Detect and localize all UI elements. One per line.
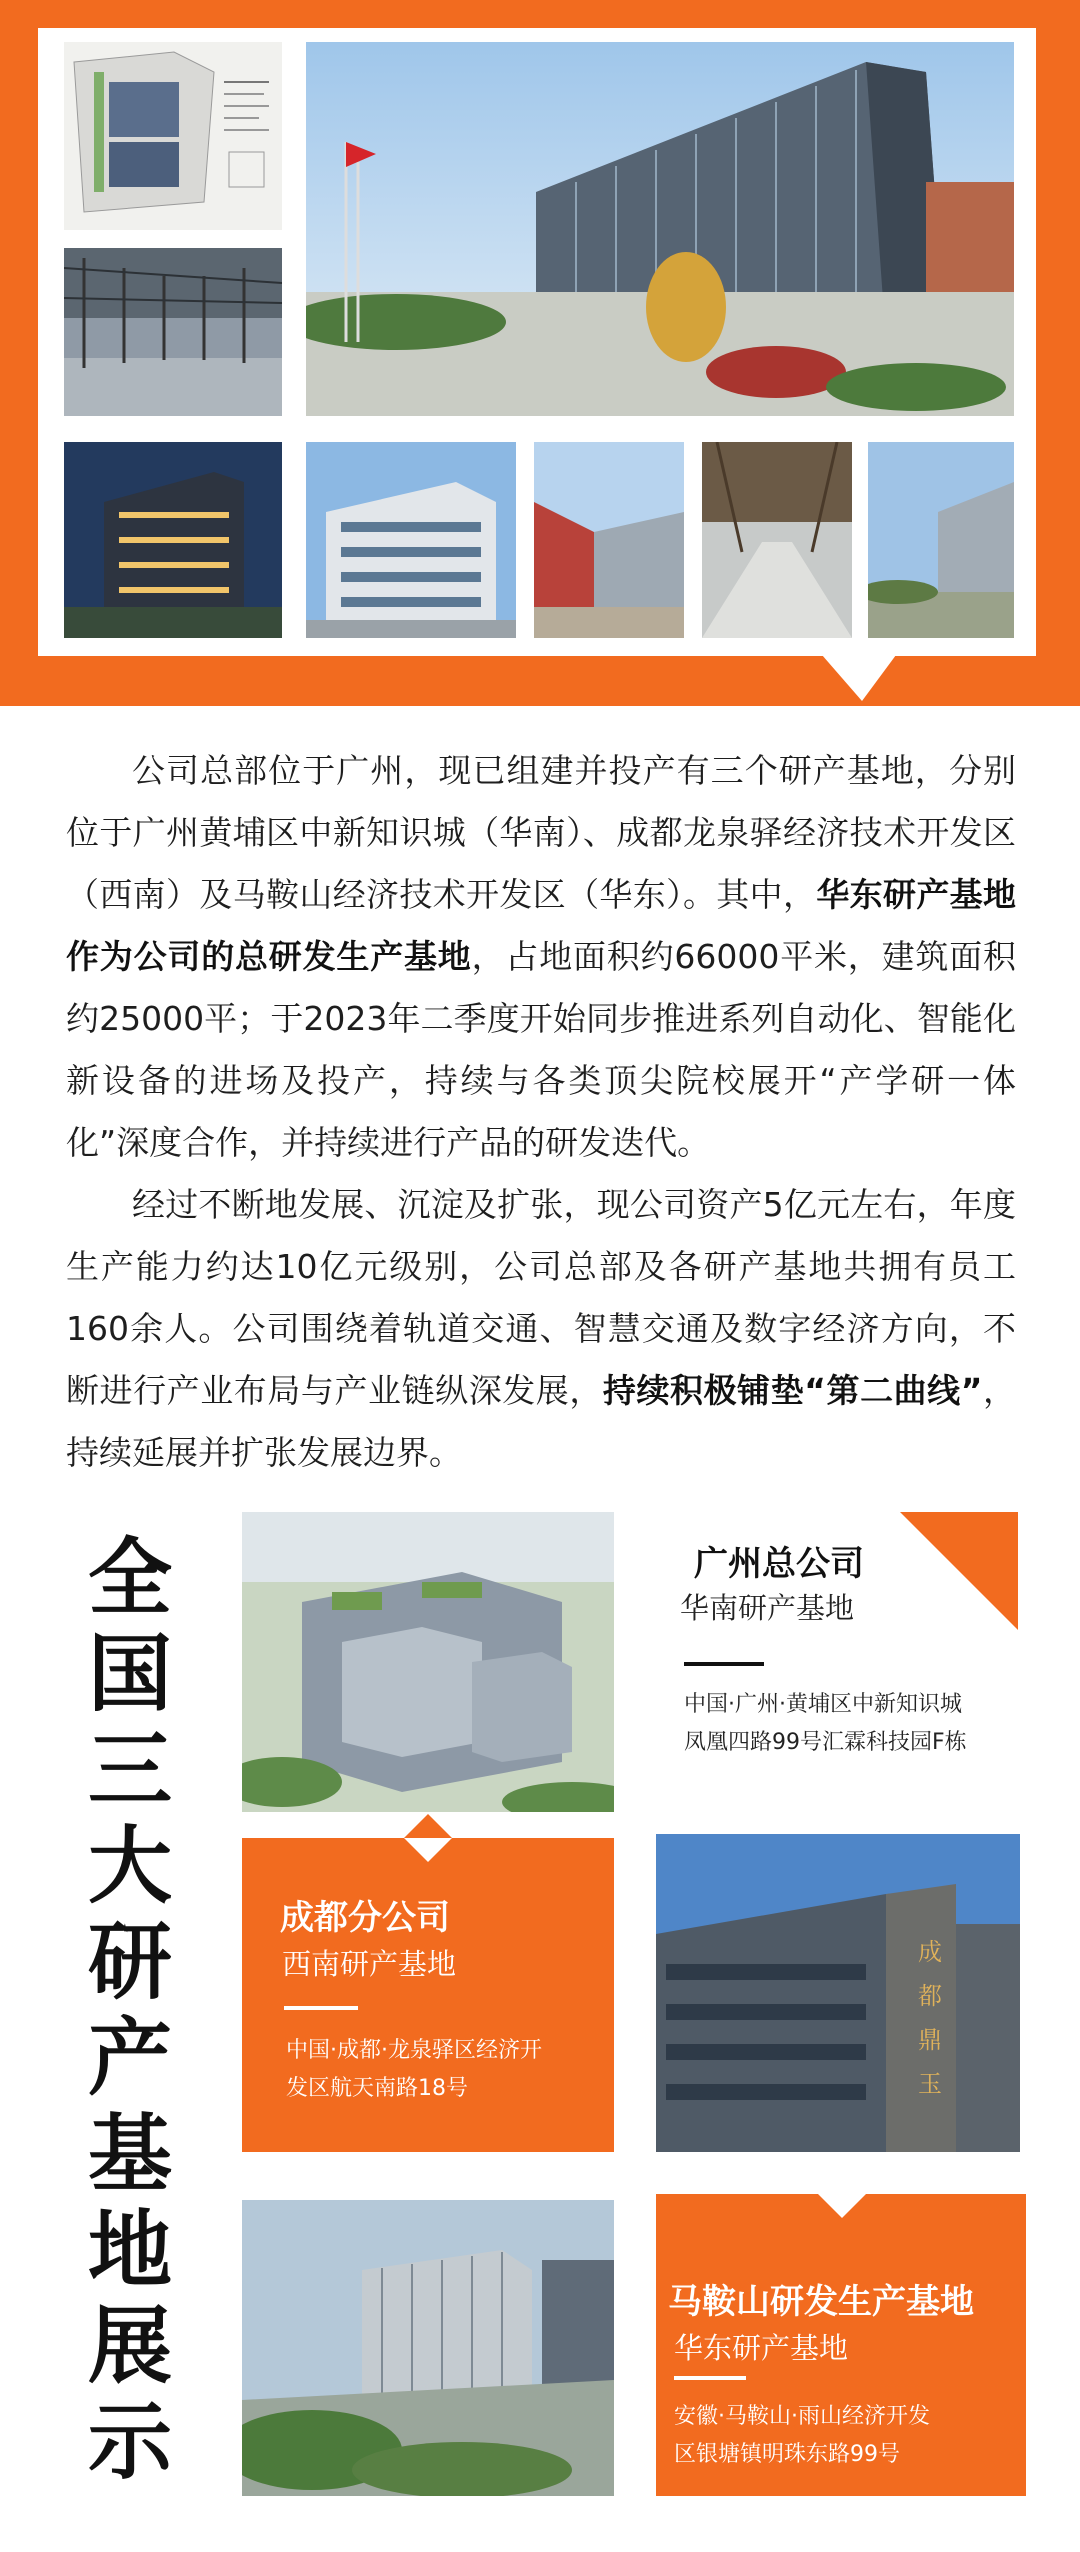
maanshan-base-name: 马鞍山研发生产基地 bbox=[668, 2282, 974, 2322]
chengdu-base-address bbox=[286, 2032, 542, 2108]
title-char: 基 bbox=[87, 2105, 172, 2203]
title-char: 展 bbox=[87, 2297, 172, 2395]
text-run: 经过不断地发展、沉淀及扩张，现公司资产5亿元左右，年度生产能力约达10亿元级别，公司总部及各研产基地共拥有员工160余人。公司围绕着轨道交通、智慧交通及数字经济方向，不断进行产业布局与产业链纵深发展， bbox=[66, 1185, 1016, 1410]
intro-paragraph-1 bbox=[66, 740, 1016, 1174]
chengdu-building-photo bbox=[656, 1834, 1020, 2152]
photo-banner bbox=[0, 0, 1080, 706]
divider-bar bbox=[674, 2376, 746, 2380]
guangzhou-base-region: 华南研产基地 bbox=[680, 1591, 855, 1625]
text-run: ，占地面积约66000平米，建筑面积约25000平；于2023年二季度开始同步推进系列自动化、智能化新设备的进场及投产，持续与各类顶尖院校展开“产学研一体化”深度合作，并持续进行产品的研发迭代。 bbox=[66, 937, 1016, 1162]
title-char: 产 bbox=[87, 2009, 172, 2107]
speech-bubble-tail bbox=[822, 655, 896, 701]
hq-building-photo bbox=[306, 42, 1014, 416]
night-building-photo bbox=[64, 442, 282, 638]
divider-bar bbox=[284, 2006, 358, 2010]
sign-char: 鼎 bbox=[918, 2026, 942, 2054]
sidewalk-building-photo bbox=[868, 442, 1014, 638]
text-run-bold: 持续积极铺垫“第二曲线” bbox=[602, 1371, 983, 1410]
building-sign bbox=[912, 1930, 948, 2106]
photo-collage-frame bbox=[38, 28, 1036, 656]
address-line: 中国·成都·龙泉驿区经济开 bbox=[286, 2038, 542, 2063]
company-intro-text bbox=[66, 740, 1016, 1484]
guangzhou-campus-photo bbox=[242, 1512, 614, 1812]
divider-bar bbox=[684, 1662, 764, 1666]
site-plan-photo bbox=[64, 42, 282, 230]
text-run-bold: 华东研产基地作为公司的总研发生产基地 bbox=[66, 875, 1017, 976]
factory-hall-photo bbox=[64, 248, 282, 416]
corner-accent bbox=[900, 1512, 1018, 1630]
title-char: 国 bbox=[87, 1625, 172, 1723]
address-line: 中国·广州·黄埔区中新知识城 bbox=[684, 1692, 962, 1717]
address-line: 发区航天南路18号 bbox=[286, 2076, 468, 2101]
title-char: 研 bbox=[87, 1913, 172, 2011]
card-notch-cut bbox=[404, 1838, 452, 1862]
address-line: 安徽·马鞍山·雨山经济开发 bbox=[674, 2404, 930, 2429]
title-char: 地 bbox=[87, 2201, 172, 2299]
sign-char: 都 bbox=[918, 1982, 942, 2010]
card-notch bbox=[404, 1814, 452, 1838]
title-char: 大 bbox=[87, 1817, 172, 1915]
card-notch-cut bbox=[818, 2194, 866, 2218]
address-line: 区银塘镇明珠东路99号 bbox=[674, 2442, 900, 2467]
address-line: 凤凰四路99号汇霖科技园F栋 bbox=[684, 1730, 967, 1755]
title-char: 示 bbox=[87, 2393, 172, 2491]
text-run: ，持续延展并扩张发展边界。 bbox=[66, 1371, 1016, 1472]
maanshan-base-region: 华东研产基地 bbox=[674, 2331, 849, 2365]
text-run: 公司总部位于广州，现已组建并投产有三个研产基地，分别位于广州黄埔区中新知识城（华南）、成都龙泉驿经济技术开发区（西南）及马鞍山经济技术开发区（华东）。其中， bbox=[66, 751, 1016, 914]
intro-paragraph-2 bbox=[66, 1174, 1016, 1484]
white-building-photo bbox=[306, 442, 516, 638]
sign-char: 成 bbox=[918, 1938, 942, 1966]
maanshan-campus-photo bbox=[242, 2200, 614, 2496]
chengdu-base-region: 西南研产基地 bbox=[282, 1947, 457, 1981]
guangzhou-base-address bbox=[684, 1686, 967, 1762]
workshop-exterior-photo bbox=[534, 442, 684, 638]
maanshan-base-address bbox=[674, 2398, 930, 2474]
title-char: 三 bbox=[87, 1721, 172, 1819]
maanshan-base-card bbox=[656, 2194, 1026, 2496]
section-title-vertical bbox=[80, 1530, 180, 2490]
guangzhou-base-name: 广州总公司 bbox=[694, 1544, 864, 1584]
chengdu-base-card bbox=[242, 1838, 614, 2152]
title-char: 全 bbox=[87, 1529, 172, 1627]
sign-char: 玉 bbox=[918, 2070, 942, 2098]
empty-hall-photo bbox=[702, 442, 852, 638]
guangzhou-base-card bbox=[680, 1512, 1018, 1772]
chengdu-base-name: 成都分公司 bbox=[280, 1898, 450, 1938]
